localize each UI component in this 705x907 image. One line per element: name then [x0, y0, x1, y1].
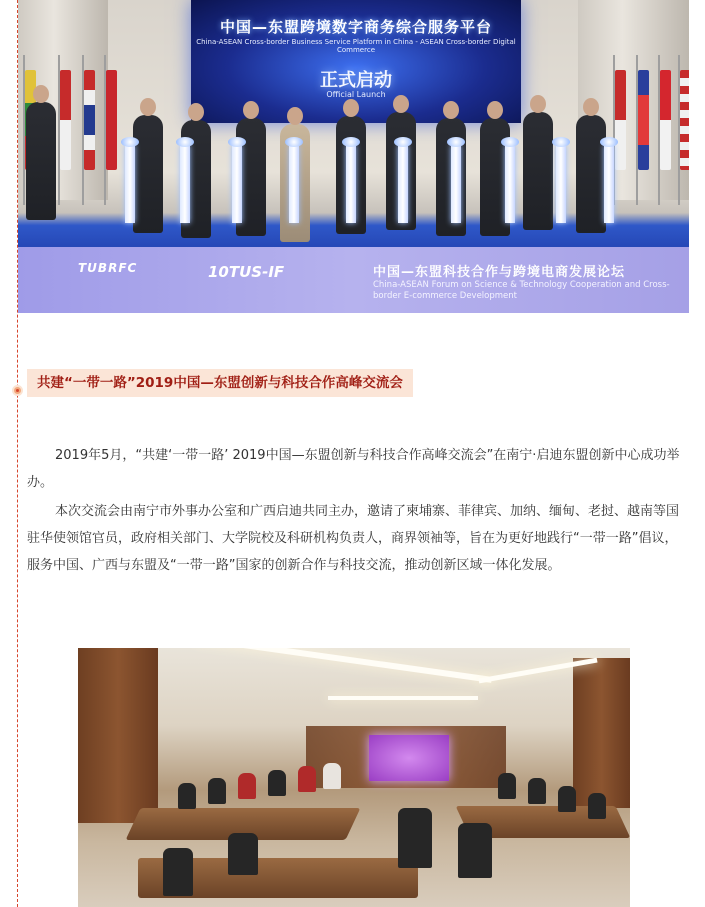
section-heading: 共建“一带一路”2019中国—东盟创新与科技合作高峰交流会: [27, 369, 413, 397]
flag: [638, 70, 649, 170]
attendee: [528, 778, 546, 804]
meeting-room-photo: [78, 648, 630, 907]
screen-launch-cn: 正式启动: [320, 70, 392, 91]
screen-title-cn: 中国—东盟跨境数字商务综合服务平台: [219, 18, 492, 36]
flag: [660, 70, 671, 170]
attendee: [558, 786, 576, 812]
screen-launch-en: Official Launch: [326, 90, 386, 99]
launch-stand: [398, 145, 408, 223]
launch-stand: [505, 145, 515, 223]
person: [523, 112, 553, 230]
flag: [106, 70, 117, 170]
attendee: [458, 823, 492, 878]
section-marker-dot: [12, 385, 23, 396]
attendee: [178, 783, 196, 809]
attendee: [498, 773, 516, 799]
launch-stand: [604, 145, 614, 223]
attendee: [398, 808, 432, 868]
ceiling-light: [328, 696, 478, 700]
banner-title-cn: 中国—东盟科技合作与跨境电商发展论坛: [373, 265, 626, 280]
screen-title-en: China-ASEAN Cross-border Business Service Platform in China - ASEAN Cross-border Digital Commerce: [196, 38, 516, 54]
launch-stand: [346, 145, 356, 223]
flag: [84, 70, 95, 170]
tus-if-logo: 10TUS-IF: [208, 263, 285, 281]
attendee: [298, 766, 316, 792]
attendee: [228, 833, 258, 875]
banner-title-en: China-ASEAN Forum on Science & Technology Cooperation and Cross-border E-commerce Development: [373, 280, 670, 301]
person: [26, 102, 56, 220]
wood-wall-right: [573, 658, 630, 808]
launch-stand: [125, 145, 135, 223]
person: [133, 115, 163, 233]
presentation-screen: [369, 735, 449, 781]
attendee: [163, 848, 193, 896]
ceiling-light: [194, 648, 492, 683]
forum-banner: [18, 247, 689, 313]
attendee: [268, 770, 286, 796]
attendee: [323, 763, 341, 789]
launch-stand: [289, 145, 299, 223]
paragraph-details: 本次交流会由南宁市外事办公室和广西启迪共同主办，邀请了柬埔寨、菲律宾、加纳、缅甸、老挝、越南等国驻华使领馆官员，政府相关部门、大学院校及科研机构负责人，商界领袖等，旨在为更好地践行“一带一路”倡议，服务中国、广西与东盟及“一带一路”国家的创新合作与科技交流，推动创新区域一体化发展。: [27, 504, 680, 573]
launch-stand: [180, 145, 190, 223]
launch-stand: [556, 145, 566, 223]
launch-stand: [451, 145, 461, 223]
person: [576, 115, 606, 233]
tubrfc-logo: TUBRFC: [78, 261, 138, 275]
paragraph-intro: 2019年5月，“共建‘一带一路’ 2019中国—东盟创新与科技合作高峰交流会”在南宁·启迪东盟创新中心成功举办。: [27, 448, 680, 490]
attendee: [238, 773, 256, 799]
launch-stand: [232, 145, 242, 223]
flag: [60, 70, 71, 170]
flag: [615, 70, 626, 170]
attendee: [588, 793, 606, 819]
launch-ceremony-photo: [18, 0, 689, 313]
attendee: [208, 778, 226, 804]
wood-wall-left: [78, 648, 158, 823]
flag: [680, 70, 689, 170]
